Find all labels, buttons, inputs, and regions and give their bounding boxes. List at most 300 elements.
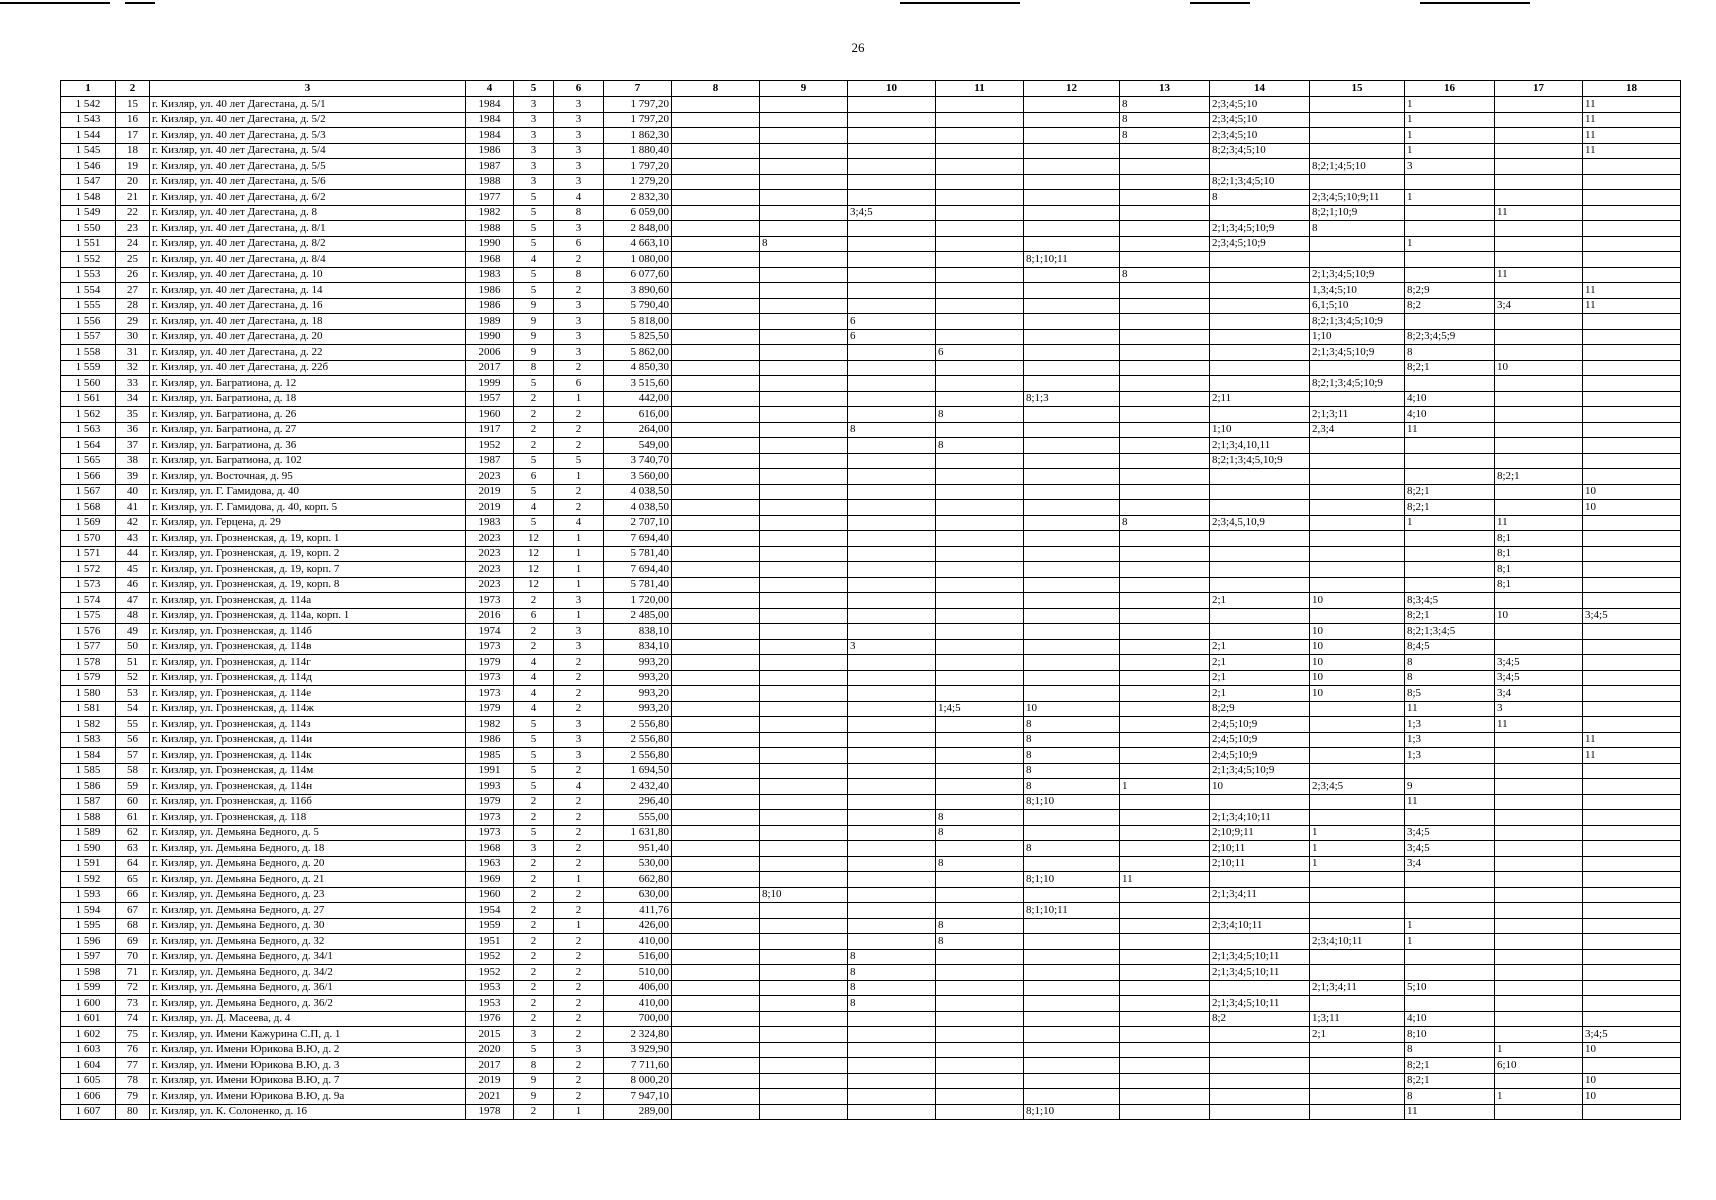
table-cell: г. Кизляр, ул. Имени Юрикова В.Ю, д. 7 [150, 1073, 466, 1089]
table-cell [1210, 252, 1310, 268]
table-cell: 46 [116, 577, 150, 593]
table-cell: 8;1;10 [1024, 794, 1120, 810]
table-cell: 8 [848, 422, 936, 438]
table-cell: 9 [514, 298, 554, 314]
table-cell: 1 552 [61, 252, 116, 268]
table-cell: 1 595 [61, 918, 116, 934]
table-row [61, 577, 1681, 593]
table-cell: 1953 [466, 980, 514, 996]
table-cell [760, 267, 848, 283]
table-cell [760, 1058, 848, 1074]
table-cell [1405, 546, 1495, 562]
table-cell: 62 [116, 825, 150, 841]
table-cell [1583, 329, 1681, 345]
table-cell: 9 [514, 314, 554, 330]
table-cell: 2 [554, 903, 604, 919]
table-row [61, 174, 1681, 190]
table-cell: 1 [1405, 143, 1495, 159]
table-cell: 1952 [466, 949, 514, 965]
table-cell [1120, 918, 1210, 934]
table-cell: 1 576 [61, 624, 116, 640]
table-cell: 2 [514, 593, 554, 609]
table-cell: 8 [1024, 841, 1120, 857]
table-cell: 1 597 [61, 949, 116, 965]
table-cell: 1 587 [61, 794, 116, 810]
table-cell [1024, 1073, 1120, 1089]
table-cell [672, 825, 760, 841]
table-cell [1024, 422, 1120, 438]
table-cell: 8 [1210, 190, 1310, 206]
table-cell: 3 [554, 748, 604, 764]
table-cell: 2;10;9;11 [1210, 825, 1310, 841]
table-cell [672, 1027, 760, 1043]
table-cell: г. Кизляр, ул. 40 лет Дагестана, д. 22б [150, 360, 466, 376]
table-cell [848, 779, 936, 795]
table-cell [848, 732, 936, 748]
table-cell: 410,00 [604, 996, 672, 1012]
table-cell: 1 557 [61, 329, 116, 345]
table-cell: 2 556,80 [604, 717, 672, 733]
table-cell [936, 1073, 1024, 1089]
table-cell [760, 903, 848, 919]
table-cell: 3 [554, 128, 604, 144]
table-cell: 1988 [466, 221, 514, 237]
table-cell: 73 [116, 996, 150, 1012]
table-cell: 37 [116, 438, 150, 454]
table-cell: 1 582 [61, 717, 116, 733]
table-cell [848, 562, 936, 578]
table-cell [1495, 283, 1583, 299]
table-cell [672, 1104, 760, 1120]
column-header: 17 [1495, 81, 1583, 97]
table-cell [672, 159, 760, 175]
table-cell [1210, 1104, 1310, 1120]
table-cell: 72 [116, 980, 150, 996]
table-cell [1310, 531, 1405, 547]
table-cell [1210, 267, 1310, 283]
table-cell: 2 [554, 980, 604, 996]
table-cell: 52 [116, 670, 150, 686]
table-cell [936, 236, 1024, 252]
table-cell [1210, 980, 1310, 996]
table-cell [760, 97, 848, 113]
table-cell [848, 531, 936, 547]
table-row [61, 112, 1681, 128]
table-cell [1210, 1042, 1310, 1058]
table-cell: 3 [554, 112, 604, 128]
table-cell [848, 872, 936, 888]
table-cell [1405, 949, 1495, 965]
table-cell: 2 [514, 996, 554, 1012]
table-cell [672, 236, 760, 252]
table-cell: 1 579 [61, 670, 116, 686]
table-cell [760, 1011, 848, 1027]
table-cell [672, 376, 760, 392]
table-cell: 2;3;4;5;10 [1210, 112, 1310, 128]
table-cell [1120, 283, 1210, 299]
table-cell [848, 500, 936, 516]
table-row [61, 949, 1681, 965]
table-cell: 8 [1120, 97, 1210, 113]
table-cell: 2 [514, 810, 554, 826]
table-cell [1024, 546, 1120, 562]
table-cell [1120, 438, 1210, 454]
table-cell: 8 [936, 810, 1024, 826]
table-row [61, 980, 1681, 996]
table-row [61, 670, 1681, 686]
table-cell: 4;10 [1405, 391, 1495, 407]
table-cell: 5 825,50 [604, 329, 672, 345]
table-cell [936, 903, 1024, 919]
table-cell: 51 [116, 655, 150, 671]
table-cell [936, 453, 1024, 469]
table-cell [1120, 1089, 1210, 1105]
table-cell [848, 112, 936, 128]
table-cell [1310, 608, 1405, 624]
table-cell [936, 639, 1024, 655]
table-cell [848, 624, 936, 640]
table-cell [1120, 1042, 1210, 1058]
table-cell [1495, 732, 1583, 748]
table-cell: 993,20 [604, 686, 672, 702]
table-cell [1024, 949, 1120, 965]
table-cell [672, 298, 760, 314]
table-cell [1495, 903, 1583, 919]
table-cell: 1 [1310, 825, 1405, 841]
table-cell: 1 563 [61, 422, 116, 438]
table-cell: 4;10 [1405, 1011, 1495, 1027]
table-cell: 2 [514, 422, 554, 438]
table-cell: 1 545 [61, 143, 116, 159]
table-cell: 5 862,00 [604, 345, 672, 361]
table-cell: 2 [554, 670, 604, 686]
table-cell [1495, 159, 1583, 175]
table-row [61, 360, 1681, 376]
table-cell [848, 236, 936, 252]
table-cell [1583, 841, 1681, 857]
table-cell: 4 [554, 779, 604, 795]
table-cell: 2 [554, 500, 604, 516]
table-cell [936, 469, 1024, 485]
table-cell [760, 422, 848, 438]
table-cell [1024, 438, 1120, 454]
table-cell: 5 818,00 [604, 314, 672, 330]
table-cell [1583, 469, 1681, 485]
table-cell: 2 [554, 686, 604, 702]
table-cell [760, 205, 848, 221]
table-cell: 1 560 [61, 376, 116, 392]
table-cell: 10 [1583, 484, 1681, 500]
table-cell: 10 [1583, 1073, 1681, 1089]
table-cell: 838,10 [604, 624, 672, 640]
table-cell [1495, 345, 1583, 361]
table-cell [1024, 562, 1120, 578]
table-cell [1310, 236, 1405, 252]
table-cell: 8;2 [1210, 1011, 1310, 1027]
table-cell: 8;1 [1495, 546, 1583, 562]
table-cell: 1 [554, 562, 604, 578]
table-cell: г. Кизляр, ул. 40 лет Дагестана, д. 6/2 [150, 190, 466, 206]
table-cell [1310, 763, 1405, 779]
page-number: 26 [851, 40, 865, 55]
table-cell: 2 [514, 639, 554, 655]
table-cell: г. Кизляр, ул. Демьяна Бедного, д. 18 [150, 841, 466, 857]
table-cell: г. Кизляр, ул. 40 лет Дагестана, д. 5/4 [150, 143, 466, 159]
table-cell: 4 663,10 [604, 236, 672, 252]
table-cell [1405, 221, 1495, 237]
table-cell: 8 [514, 1058, 554, 1074]
table-cell: 5 [514, 267, 554, 283]
table-cell [848, 1011, 936, 1027]
table-cell: 2;4;5;10;9 [1210, 748, 1310, 764]
table-cell [936, 562, 1024, 578]
table-cell [1583, 779, 1681, 795]
table-cell: 1 [554, 872, 604, 888]
table-cell [760, 159, 848, 175]
table-cell: 1 [554, 531, 604, 547]
table-cell [760, 1042, 848, 1058]
table-cell: г. Кизляр, ул. 40 лет Дагестана, д. 5/1 [150, 97, 466, 113]
table-cell: 8;1;10 [1024, 1104, 1120, 1120]
table-cell: 1 562 [61, 407, 116, 423]
table-row [61, 748, 1681, 764]
table-cell [1583, 190, 1681, 206]
table-cell: 39 [116, 469, 150, 485]
table-cell [1310, 174, 1405, 190]
table-cell [672, 1058, 760, 1074]
column-header: 9 [760, 81, 848, 97]
table-cell [760, 965, 848, 981]
table-cell [936, 608, 1024, 624]
table-cell: 2 [554, 763, 604, 779]
table-cell: 1 548 [61, 190, 116, 206]
table-cell [1583, 345, 1681, 361]
table-cell [672, 670, 760, 686]
table-cell: 1 [1405, 918, 1495, 934]
table-cell [760, 174, 848, 190]
table-cell [936, 298, 1024, 314]
table-cell [1583, 670, 1681, 686]
table-cell: 1 605 [61, 1073, 116, 1089]
table-cell [1024, 1027, 1120, 1043]
table-cell: 3 [514, 128, 554, 144]
table-cell: 8 [514, 360, 554, 376]
table-cell: 406,00 [604, 980, 672, 996]
table-cell: 77 [116, 1058, 150, 1074]
table-cell [1583, 825, 1681, 841]
table-cell [1120, 686, 1210, 702]
table-cell [1024, 236, 1120, 252]
table-cell [1310, 965, 1405, 981]
table-cell: 3;4 [1405, 856, 1495, 872]
table-cell [672, 128, 760, 144]
table-cell: 1954 [466, 903, 514, 919]
table-cell: г. Кизляр, ул. 40 лет Дагестана, д. 22 [150, 345, 466, 361]
table-cell [1583, 624, 1681, 640]
table-cell [848, 298, 936, 314]
table-cell: 5 [514, 283, 554, 299]
table-cell [672, 1073, 760, 1089]
table-cell [1583, 887, 1681, 903]
table-cell: 3 [554, 97, 604, 113]
table-cell [1024, 500, 1120, 516]
table-cell: 38 [116, 453, 150, 469]
table-cell [1120, 887, 1210, 903]
table-cell [1495, 934, 1583, 950]
table-cell: 1989 [466, 314, 514, 330]
table-cell [936, 252, 1024, 268]
table-cell: 2 [554, 1058, 604, 1074]
table-cell [1495, 949, 1583, 965]
table-cell [848, 903, 936, 919]
table-cell: 11 [1583, 298, 1681, 314]
column-header: 8 [672, 81, 760, 97]
table-cell: 8 [1405, 1042, 1495, 1058]
table-cell: 11 [1583, 97, 1681, 113]
table-cell: 32 [116, 360, 150, 376]
table-cell [848, 701, 936, 717]
table-cell [1583, 1058, 1681, 1074]
table-cell: 26 [116, 267, 150, 283]
table-cell [1120, 763, 1210, 779]
table-cell: 3 560,00 [604, 469, 672, 485]
table-cell [760, 980, 848, 996]
table-cell [1583, 546, 1681, 562]
table-cell: 3 [554, 329, 604, 345]
table-cell: 1984 [466, 128, 514, 144]
table-cell: 2019 [466, 484, 514, 500]
table-cell [1405, 562, 1495, 578]
table-cell [1583, 376, 1681, 392]
table-cell [760, 1104, 848, 1120]
table-cell [672, 887, 760, 903]
table-cell [936, 577, 1024, 593]
table-row [61, 236, 1681, 252]
table-cell [1495, 314, 1583, 330]
table-cell [848, 655, 936, 671]
table-cell [1120, 732, 1210, 748]
table-cell [760, 996, 848, 1012]
table-cell: 1 080,00 [604, 252, 672, 268]
table-cell: 2;1;3;4;5;10;9 [1310, 345, 1405, 361]
table-row [61, 562, 1681, 578]
table-cell [936, 779, 1024, 795]
table-cell [760, 562, 848, 578]
table-cell: г. Кизляр, ул. Грозненская, д. 114е [150, 686, 466, 702]
table-cell: 42 [116, 515, 150, 531]
table-cell [1495, 639, 1583, 655]
table-cell [1495, 407, 1583, 423]
table-cell [1583, 655, 1681, 671]
table-cell [672, 407, 760, 423]
table-cell [848, 190, 936, 206]
table-cell [1120, 236, 1210, 252]
table-cell: 11 [1583, 283, 1681, 299]
table-cell [848, 407, 936, 423]
table-cell: 8 [1405, 1089, 1495, 1105]
table-cell [1583, 438, 1681, 454]
table-cell: г. Кизляр, ул. Д. Масеева, д. 4 [150, 1011, 466, 1027]
table-row [61, 717, 1681, 733]
table-cell [936, 872, 1024, 888]
table-cell [936, 1058, 1024, 1074]
table-cell [1210, 159, 1310, 175]
table-cell: 1 631,80 [604, 825, 672, 841]
table-cell: г. Кизляр, ул. Багратиона, д. 27 [150, 422, 466, 438]
table-cell: 2 [554, 996, 604, 1012]
table-row [61, 763, 1681, 779]
table-cell [1495, 825, 1583, 841]
table-cell: 12 [514, 531, 554, 547]
table-cell [848, 670, 936, 686]
table-cell [760, 360, 848, 376]
table-cell: 8;2;9 [1405, 283, 1495, 299]
table-cell [1024, 887, 1120, 903]
table-cell [1310, 391, 1405, 407]
table-cell [760, 732, 848, 748]
table-cell: 2;10;11 [1210, 856, 1310, 872]
table-cell [672, 903, 760, 919]
table-cell: 8;1 [1495, 577, 1583, 593]
table-cell [1310, 872, 1405, 888]
table-cell: 1969 [466, 872, 514, 888]
table-cell: 993,20 [604, 655, 672, 671]
table-cell: 4 [554, 190, 604, 206]
table-cell: 8 [1024, 779, 1120, 795]
table-cell: 68 [116, 918, 150, 934]
table-cell [672, 841, 760, 857]
table-cell [1583, 701, 1681, 717]
table-cell: 5 [514, 825, 554, 841]
table-cell [1024, 267, 1120, 283]
table-cell: 10 [1310, 593, 1405, 609]
table-cell: 1959 [466, 918, 514, 934]
table-cell: 1 549 [61, 205, 116, 221]
table-cell: 48 [116, 608, 150, 624]
table-cell [1310, 128, 1405, 144]
table-cell [1120, 1011, 1210, 1027]
table-cell: 1982 [466, 717, 514, 733]
table-cell: 1 592 [61, 872, 116, 888]
table-cell: 9 [1405, 779, 1495, 795]
table-cell: 2 [514, 949, 554, 965]
table-cell: 2;3;4;5 [1310, 779, 1405, 795]
table-row [61, 1027, 1681, 1043]
table-cell: 2;4;5;10;9 [1210, 717, 1310, 733]
table-cell [1583, 531, 1681, 547]
table-cell [1495, 748, 1583, 764]
table-cell: 3 [514, 97, 554, 113]
table-cell [1583, 934, 1681, 950]
table-cell: 2;1;3;4;5;10;9 [1310, 267, 1405, 283]
table-cell: 21 [116, 190, 150, 206]
table-cell: г. Кизляр, ул. 40 лет Дагестана, д. 8/2 [150, 236, 466, 252]
table-cell: 4 038,50 [604, 484, 672, 500]
table-cell [1405, 810, 1495, 826]
table-cell: 1 590 [61, 841, 116, 857]
table-cell [936, 97, 1024, 113]
table-cell [1310, 949, 1405, 965]
table-cell [1495, 391, 1583, 407]
table-cell [1120, 391, 1210, 407]
table-cell: 2 [514, 1011, 554, 1027]
table-cell [1583, 856, 1681, 872]
table-cell: 1 606 [61, 1089, 116, 1105]
table-cell [1495, 794, 1583, 810]
table-cell: 2;1;3;4;10;11 [1210, 810, 1310, 826]
table-cell [1210, 500, 1310, 516]
table-cell: 3 [514, 143, 554, 159]
